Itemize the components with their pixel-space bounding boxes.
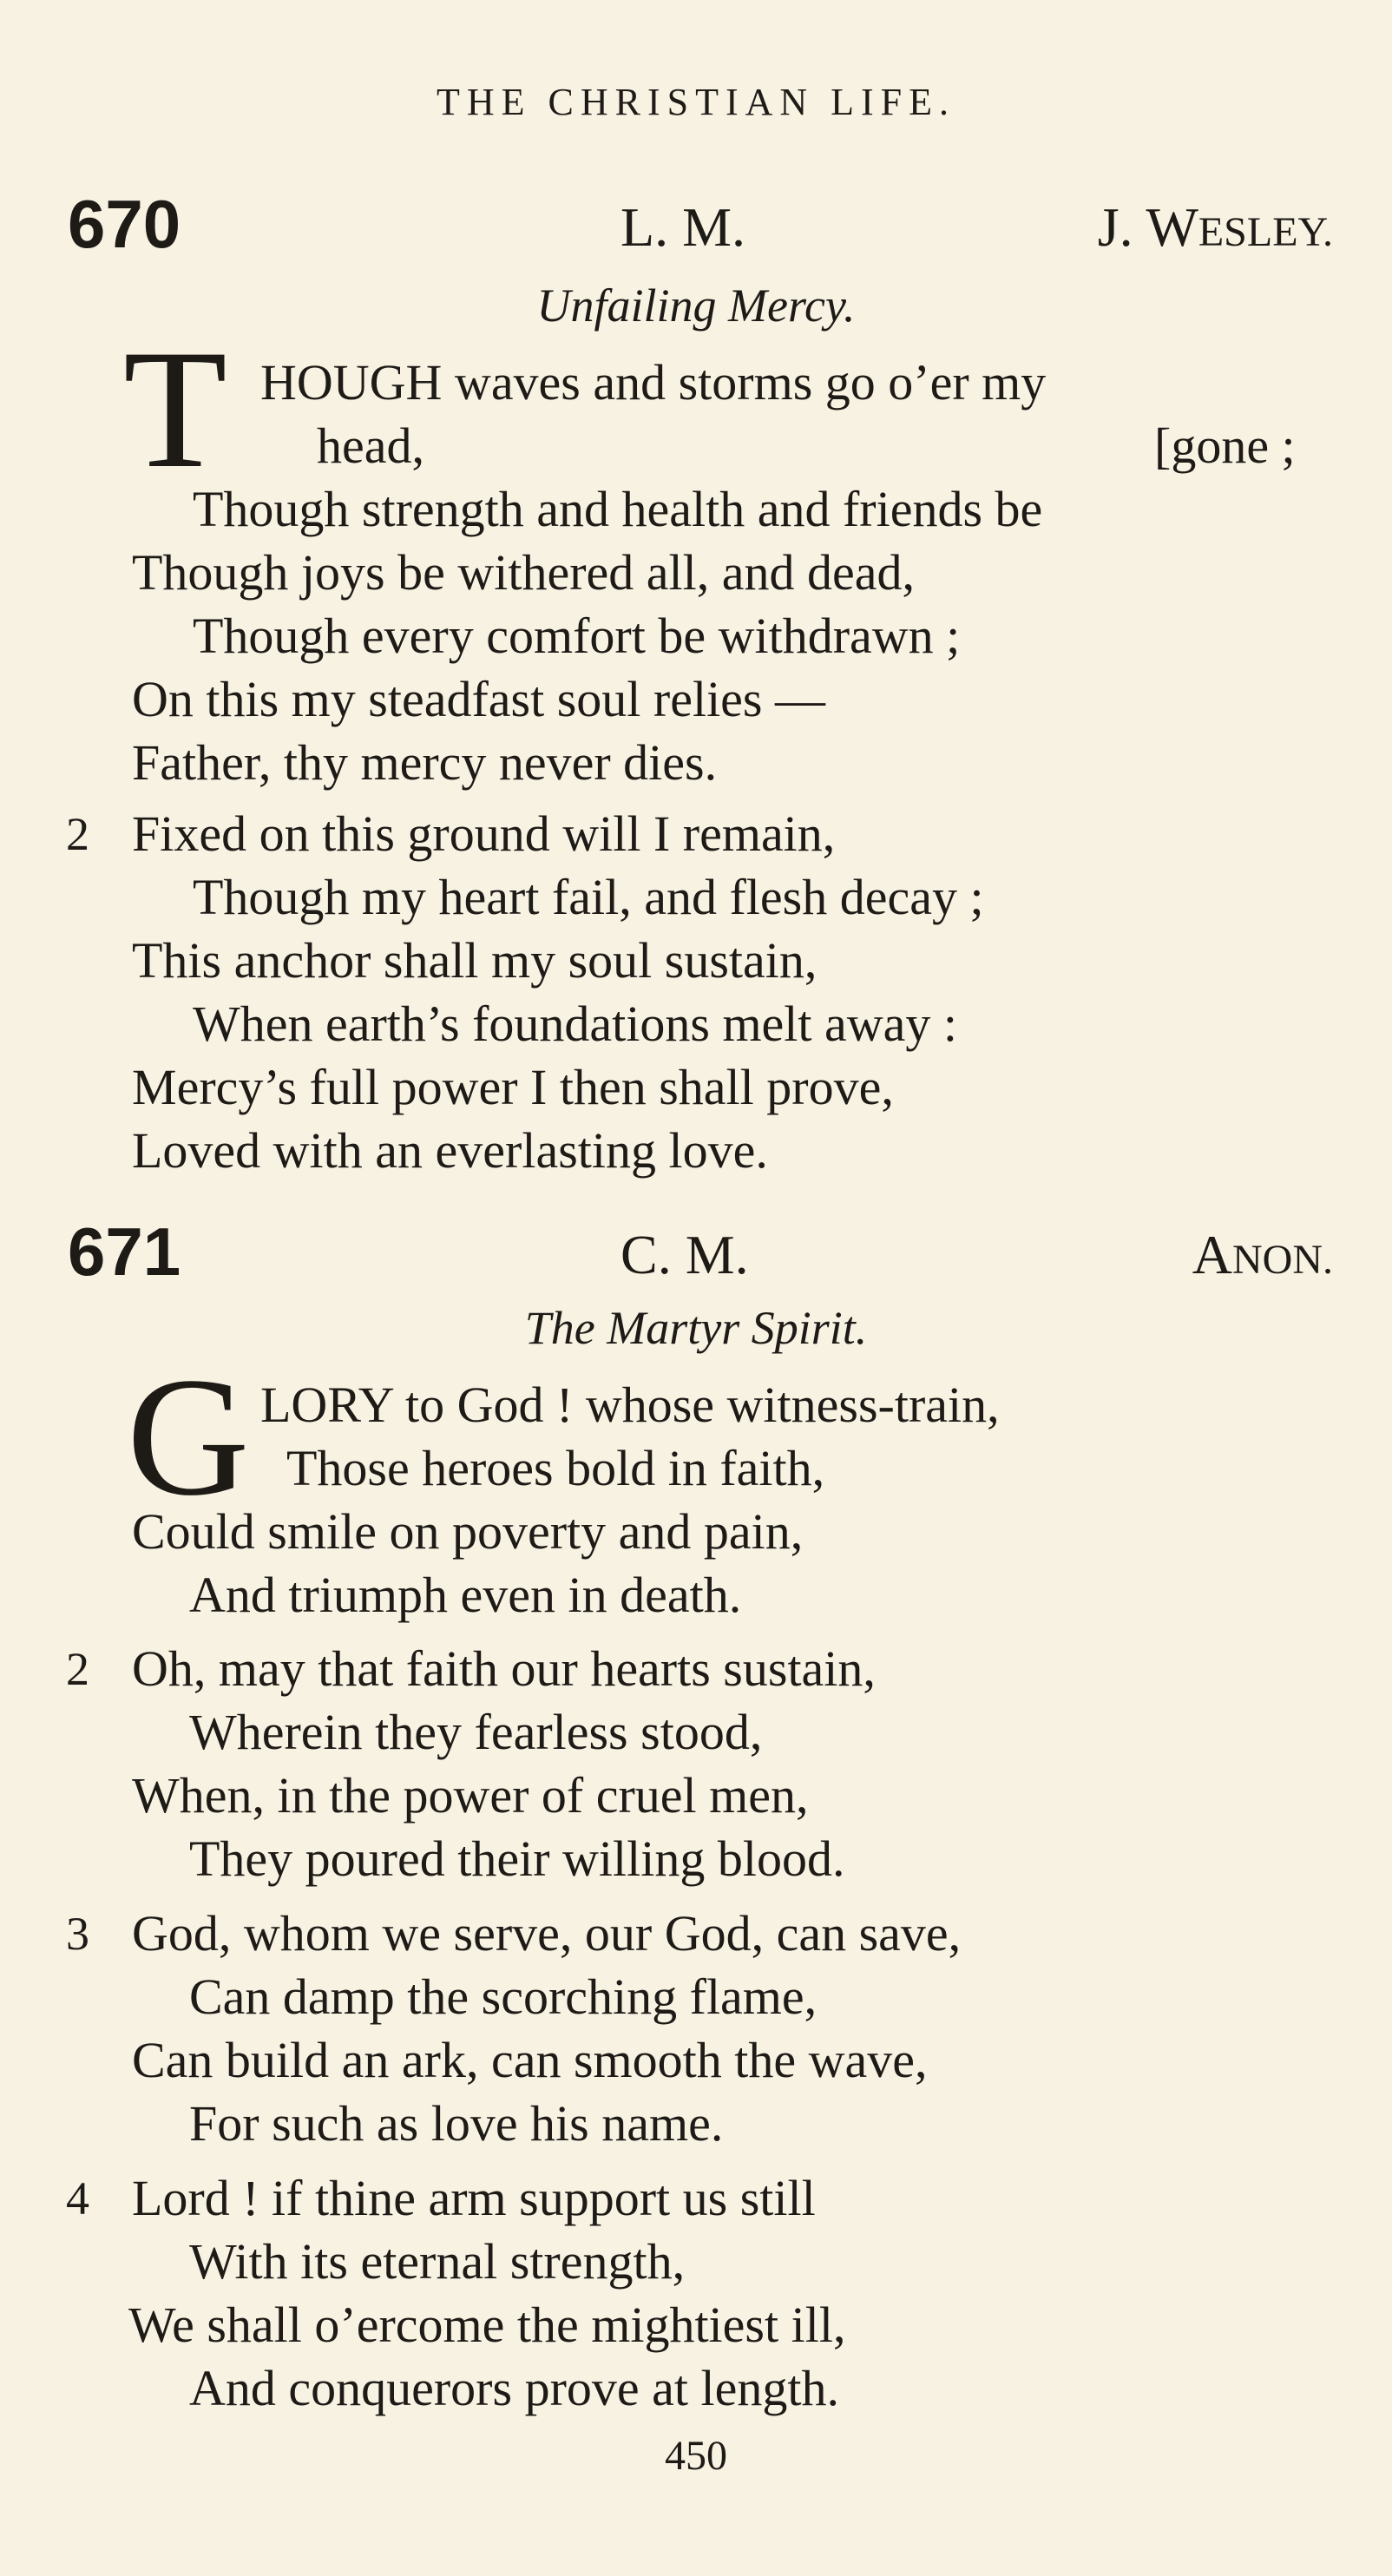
hymn-line: This anchor shall my soul sustain, — [132, 932, 817, 989]
hymn-line: Those heroes bold in faith, — [286, 1440, 825, 1496]
hymn-line: They poured their willing blood. — [189, 1830, 845, 1887]
hymn-number: 670 — [68, 186, 181, 262]
hymn-line: Father, thy mercy never dies. — [132, 734, 718, 791]
hymn-line: For such as love his name. — [189, 2095, 724, 2152]
hymn-line: Could smile on poverty and pain, — [132, 1503, 804, 1560]
hymn-header — [0, 1213, 1392, 1290]
hymn-line: Can build an ark, can smooth the wave, — [132, 2032, 928, 2088]
verse-number: 3 — [66, 1908, 89, 1960]
hymn-line: Loved with an everlasting love. — [132, 1122, 768, 1179]
hymn-line: And triumph even in death. — [189, 1567, 742, 1623]
hymn-line: With its eternal strength, — [189, 2233, 686, 2290]
author-initial: J. W — [1097, 196, 1198, 258]
hymn-meter: L. M. — [620, 196, 745, 258]
hymn-line: Fixed on this ground will I remain, — [132, 805, 836, 862]
hymn-line: Though every comfort be withdrawn ; — [193, 608, 961, 664]
hymn-line: On this my steadfast soul relies — — [132, 671, 826, 727]
hymn-subtitle: The Martyr Spirit. — [524, 1302, 868, 1354]
hymn-line: Though strength and health and friends be — [193, 481, 1043, 537]
hymn-line: God, whom we serve, our God, can save, — [132, 1905, 962, 1962]
hymn-line: We shall o’ercome the mightiest ill, — [128, 2297, 846, 2353]
verse-number: 4 — [66, 2172, 89, 2224]
hymn-author — [1098, 196, 1333, 264]
author-rest: NON. — [1232, 1237, 1333, 1283]
hymn-header — [0, 186, 1392, 262]
hymn-line: And conquerors prove at length. — [189, 2360, 839, 2416]
hymn-line: HOUGH waves and storms go o’er my — [260, 354, 1047, 411]
page-number: 450 — [665, 2433, 727, 2479]
hymn-line: Can damp the scorching flame, — [189, 1968, 817, 2025]
hymn-line: [gone ; — [1154, 417, 1296, 474]
drop-cap: G — [127, 1343, 250, 1531]
hymn-number: 671 — [68, 1213, 181, 1290]
running-head: THE CHRISTIAN LIFE. — [436, 81, 956, 123]
author-rest: ESLEY. — [1198, 209, 1333, 255]
hymn-line: When earth’s foundations melt away : — [193, 996, 958, 1052]
hymn-line: Though joys be withered all, and dead, — [132, 544, 915, 601]
hymn-line: Though my heart fail, and flesh decay ; — [193, 869, 984, 925]
hymn-line: Lord ! if thine arm support us still — [132, 2170, 816, 2226]
hymn-author — [1192, 1224, 1333, 1291]
hymn-line: Mercy’s full power I then shall prove, — [132, 1059, 894, 1115]
hymn-subtitle: Unfailing Mercy. — [536, 279, 856, 332]
drop-cap: T — [123, 315, 227, 503]
hymn-line: head, — [317, 417, 424, 474]
hymn-meter: C. M. — [620, 1224, 749, 1285]
verse-number: 2 — [66, 808, 89, 860]
hymn-line: Wherein they fearless stood, — [189, 1704, 763, 1760]
hymn-line: Oh, may that faith our hearts sustain, — [132, 1640, 876, 1697]
verse-number: 2 — [66, 1643, 89, 1695]
hymn-line: LORY to God ! whose witness-train, — [260, 1377, 1000, 1433]
author-initial: A — [1192, 1224, 1232, 1285]
hymn-line: When, in the power of cruel men, — [132, 1767, 809, 1824]
